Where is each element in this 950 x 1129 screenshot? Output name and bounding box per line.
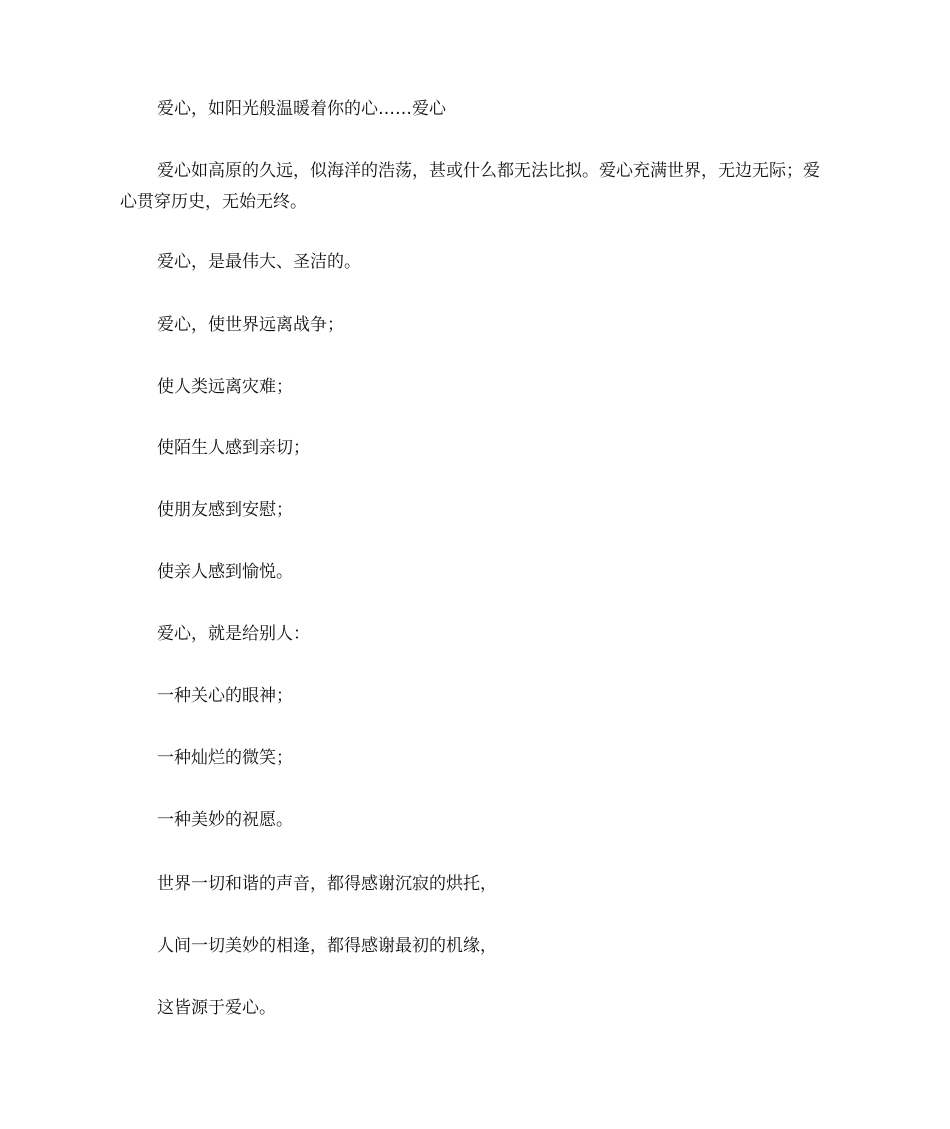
paragraph: 使陌生人感到亲切； <box>157 438 310 458</box>
paragraph: 这皆源于爱心。 <box>157 998 276 1018</box>
paragraph-title-line: 爱心，如阳光般温暖着你的心……爱心 <box>157 99 446 119</box>
paragraph: 爱心如高原的久远，似海洋的浩荡，甚或什么都无法比拟。爱心充满世界，无边无际；爱心贯穿历史，无始无终。 <box>120 161 820 212</box>
paragraph: 人间一切美妙的相逢，都得感谢最初的机缘， <box>157 936 497 956</box>
paragraph: 使朋友感到安慰； <box>157 500 293 520</box>
paragraph: 使人类远离灾难； <box>157 377 293 397</box>
paragraph: 世界一切和谐的声音，都得感谢沉寂的烘托， <box>157 874 497 894</box>
paragraph: 一种关心的眼神； <box>157 686 293 706</box>
paragraph: 使亲人感到愉悦。 <box>157 562 293 582</box>
paragraph: 一种美妙的祝愿。 <box>157 810 293 830</box>
paragraph: 爱心，是最伟大、圣洁的。 <box>157 252 361 272</box>
paragraph: 爱心，使世界远离战争； <box>157 315 344 335</box>
paragraph: 一种灿烂的微笑； <box>157 748 293 768</box>
paragraph: 爱心，就是给别人： <box>157 624 310 644</box>
